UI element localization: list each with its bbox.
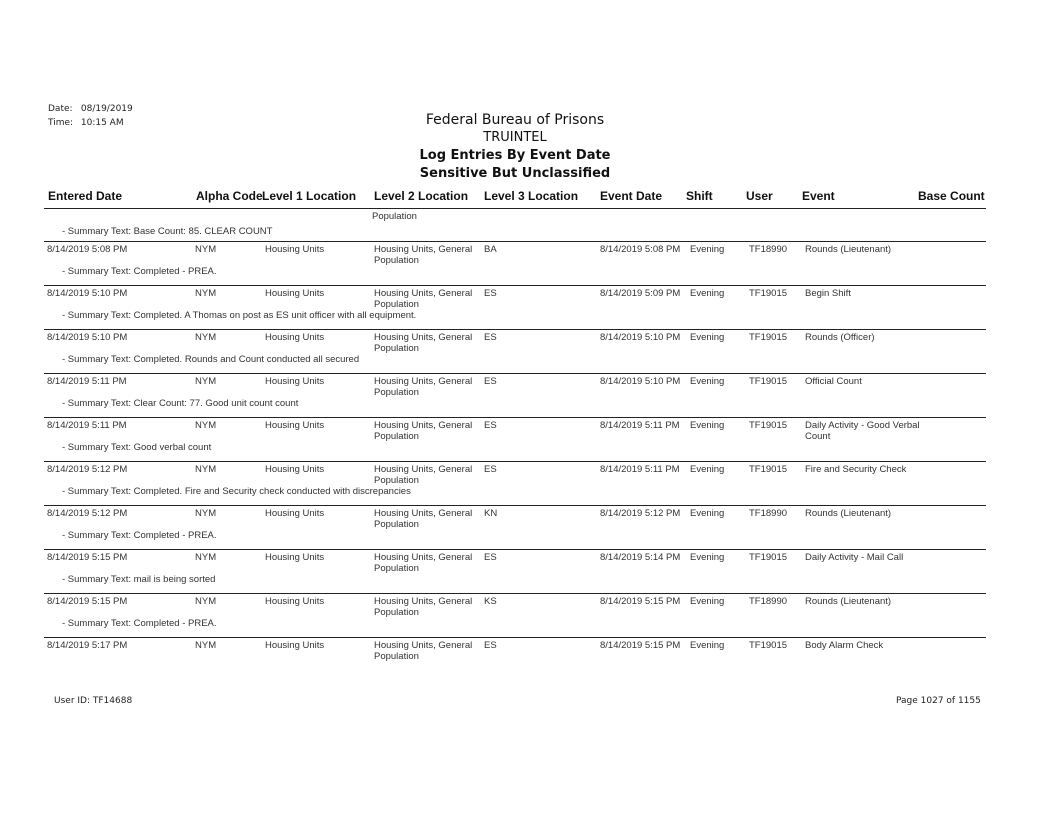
row-divider <box>44 505 986 506</box>
user: TF19015 <box>749 376 788 387</box>
footer-user <box>54 696 132 706</box>
user: TF19015 <box>749 332 788 343</box>
level2-location: Housing Units, General Population <box>374 244 473 266</box>
row-divider <box>44 329 986 330</box>
entered-date: 8/14/2019 5:11 PM <box>47 376 127 387</box>
col-header-shift: Shift <box>686 189 713 203</box>
entered-date: 8/14/2019 5:17 PM <box>47 640 128 651</box>
shift: Evening <box>690 420 725 431</box>
event-date: 8/14/2019 5:08 PM <box>600 244 681 255</box>
level2-location: Housing Units, General Population <box>374 288 473 310</box>
event: Rounds (Lieutenant) <box>805 508 892 519</box>
row-divider <box>44 373 986 374</box>
level3-location: ES <box>484 332 497 343</box>
shift: Evening <box>690 508 725 519</box>
level3-location: ES <box>484 464 497 475</box>
alpha-code: NYM <box>195 288 217 299</box>
user: TF19015 <box>749 464 788 475</box>
alpha-code: NYM <box>195 640 217 651</box>
user: TF18990 <box>749 244 788 255</box>
event-date: 8/14/2019 5:15 PM <box>600 596 681 607</box>
row-divider <box>44 241 986 242</box>
event: Rounds (Lieutenant) <box>805 244 892 255</box>
event: Official Count <box>805 376 862 387</box>
carryover-level2: Population <box>372 211 417 222</box>
level3-location: ES <box>484 640 497 651</box>
event: Daily Activity - Good Verbal Count <box>805 420 920 442</box>
summary-text: - Summary Text: mail is being sorted <box>62 574 216 585</box>
user: TF19015 <box>749 420 788 431</box>
title-report: Log Entries By Event Date <box>419 148 611 163</box>
level2-location: Housing Units, General Population <box>374 508 473 530</box>
row-divider <box>44 593 986 594</box>
shift: Evening <box>690 244 725 255</box>
date-value: 08/19/2019 <box>80 104 133 114</box>
shift: Evening <box>690 552 725 563</box>
time-label: Time: <box>48 118 74 128</box>
level3-location: ES <box>484 552 497 563</box>
summary-text: - Summary Text: Good verbal count <box>62 442 212 453</box>
event-date: 8/14/2019 5:11 PM <box>600 420 680 431</box>
header-divider <box>44 208 986 209</box>
footer-user-value: TF14688 <box>92 696 133 706</box>
col-header-event: Event <box>802 189 835 203</box>
event-date: 8/14/2019 5:11 PM <box>600 464 680 475</box>
level3-location: ES <box>484 288 497 299</box>
row-divider <box>44 461 986 462</box>
report-date <box>48 104 133 114</box>
row-divider <box>44 285 986 286</box>
col-header-base-count: Base Count <box>918 189 985 203</box>
level2-location: Housing Units, General Population <box>374 332 473 354</box>
event: Rounds (Officer) <box>805 332 875 343</box>
page-number: Page 1027 of 1155 <box>896 696 981 706</box>
date-label: Date: <box>48 104 73 114</box>
time-value: 10:15 AM <box>80 118 124 128</box>
row-divider <box>44 549 986 550</box>
event: Body Alarm Check <box>805 640 884 651</box>
shift: Evening <box>690 596 725 607</box>
level2-location: Housing Units, General Population <box>374 464 473 486</box>
level1-location: Housing Units <box>265 508 325 519</box>
col-header-user: User <box>746 189 773 203</box>
level1-location: Housing Units <box>265 552 325 563</box>
level1-location: Housing Units <box>265 464 325 475</box>
summary-text: - Summary Text: Completed. Rounds and Count conducted all secured <box>62 354 360 365</box>
level3-location: KS <box>484 596 497 607</box>
alpha-code: NYM <box>195 596 217 607</box>
level1-location: Housing Units <box>265 420 325 431</box>
title-system: TRUINTEL <box>483 130 547 145</box>
user: TF18990 <box>749 508 788 519</box>
col-header-level3: Level 3 Location <box>484 189 579 203</box>
event-date: 8/14/2019 5:10 PM <box>600 332 681 343</box>
col-header-entered-date: Entered Date <box>48 189 123 203</box>
level2-location: Housing Units, General Population <box>374 640 473 662</box>
level2-location: Housing Units, General Population <box>374 420 473 442</box>
level3-location: ES <box>484 376 497 387</box>
user: TF19015 <box>749 552 788 563</box>
summary-text: - Summary Text: Completed. A Thomas on post as ES unit officer with all equipment. <box>62 310 417 321</box>
alpha-code: NYM <box>195 464 217 475</box>
alpha-code: NYM <box>195 508 217 519</box>
level1-location: Housing Units <box>265 332 325 343</box>
entered-date: 8/14/2019 5:11 PM <box>47 420 127 431</box>
report-time <box>48 118 124 128</box>
entered-date: 8/14/2019 5:12 PM <box>47 464 128 475</box>
level1-location: Housing Units <box>265 596 325 607</box>
event-date: 8/14/2019 5:12 PM <box>600 508 681 519</box>
event: Begin Shift <box>805 288 851 299</box>
entered-date: 8/14/2019 5:15 PM <box>47 552 128 563</box>
alpha-code: NYM <box>195 376 217 387</box>
shift: Evening <box>690 332 725 343</box>
summary-text: - Summary Text: Completed. Fire and Security check conducted with discrepancies <box>62 486 411 497</box>
event-date: 8/14/2019 5:10 PM <box>600 376 681 387</box>
summary-text: - Summary Text: Completed - PREA. <box>62 618 217 629</box>
carryover-summary: - Summary Text: Base Count: 85. CLEAR COUNT <box>62 226 273 237</box>
user: TF19015 <box>749 640 788 651</box>
entered-date: 8/14/2019 5:10 PM <box>47 332 128 343</box>
level3-location: ES <box>484 420 497 431</box>
event: Rounds (Lieutenant) <box>805 596 892 607</box>
entered-date: 8/14/2019 5:10 PM <box>47 288 128 299</box>
entered-date: 8/14/2019 5:08 PM <box>47 244 128 255</box>
level1-location: Housing Units <box>265 640 325 651</box>
shift: Evening <box>690 376 725 387</box>
shift: Evening <box>690 640 725 651</box>
shift: Evening <box>690 288 725 299</box>
level3-location: BA <box>484 244 497 255</box>
col-header-event-date: Event Date <box>600 189 663 203</box>
event: Fire and Security Check <box>805 464 907 475</box>
row-divider <box>44 637 986 638</box>
entered-date: 8/14/2019 5:12 PM <box>47 508 128 519</box>
event: Daily Activity - Mail Call <box>805 552 904 563</box>
level1-location: Housing Units <box>265 288 325 299</box>
level1-location: Housing Units <box>265 376 325 387</box>
summary-text: - Summary Text: Clear Count: 77. Good unit count count <box>62 398 299 409</box>
col-header-level2: Level 2 Location <box>374 189 469 203</box>
col-header-level1: Level 1 Location <box>262 189 357 203</box>
event-date: 8/14/2019 5:09 PM <box>600 288 681 299</box>
event-date: 8/14/2019 5:14 PM <box>600 552 681 563</box>
level2-location: Housing Units, General Population <box>374 552 473 574</box>
footer-user-label: User ID: <box>54 696 90 706</box>
row-divider <box>44 417 986 418</box>
level1-location: Housing Units <box>265 244 325 255</box>
level2-location: Housing Units, General Population <box>374 376 473 398</box>
shift: Evening <box>690 464 725 475</box>
alpha-code: NYM <box>195 332 217 343</box>
level2-location: Housing Units, General Population <box>374 596 473 618</box>
title-agency: Federal Bureau of Prisons <box>425 112 605 128</box>
alpha-code: NYM <box>195 420 217 431</box>
alpha-code: NYM <box>195 244 217 255</box>
summary-text: - Summary Text: Completed - PREA. <box>62 266 217 277</box>
user: TF18990 <box>749 596 788 607</box>
summary-text: - Summary Text: Completed - PREA. <box>62 530 217 541</box>
title-classification: Sensitive But Unclassified <box>419 166 611 181</box>
user: TF19015 <box>749 288 788 299</box>
level3-location: KN <box>484 508 498 519</box>
entered-date: 8/14/2019 5:15 PM <box>47 596 128 607</box>
col-header-alpha-code: Alpha Code <box>196 189 263 203</box>
event-date: 8/14/2019 5:15 PM <box>600 640 681 651</box>
alpha-code: NYM <box>195 552 217 563</box>
